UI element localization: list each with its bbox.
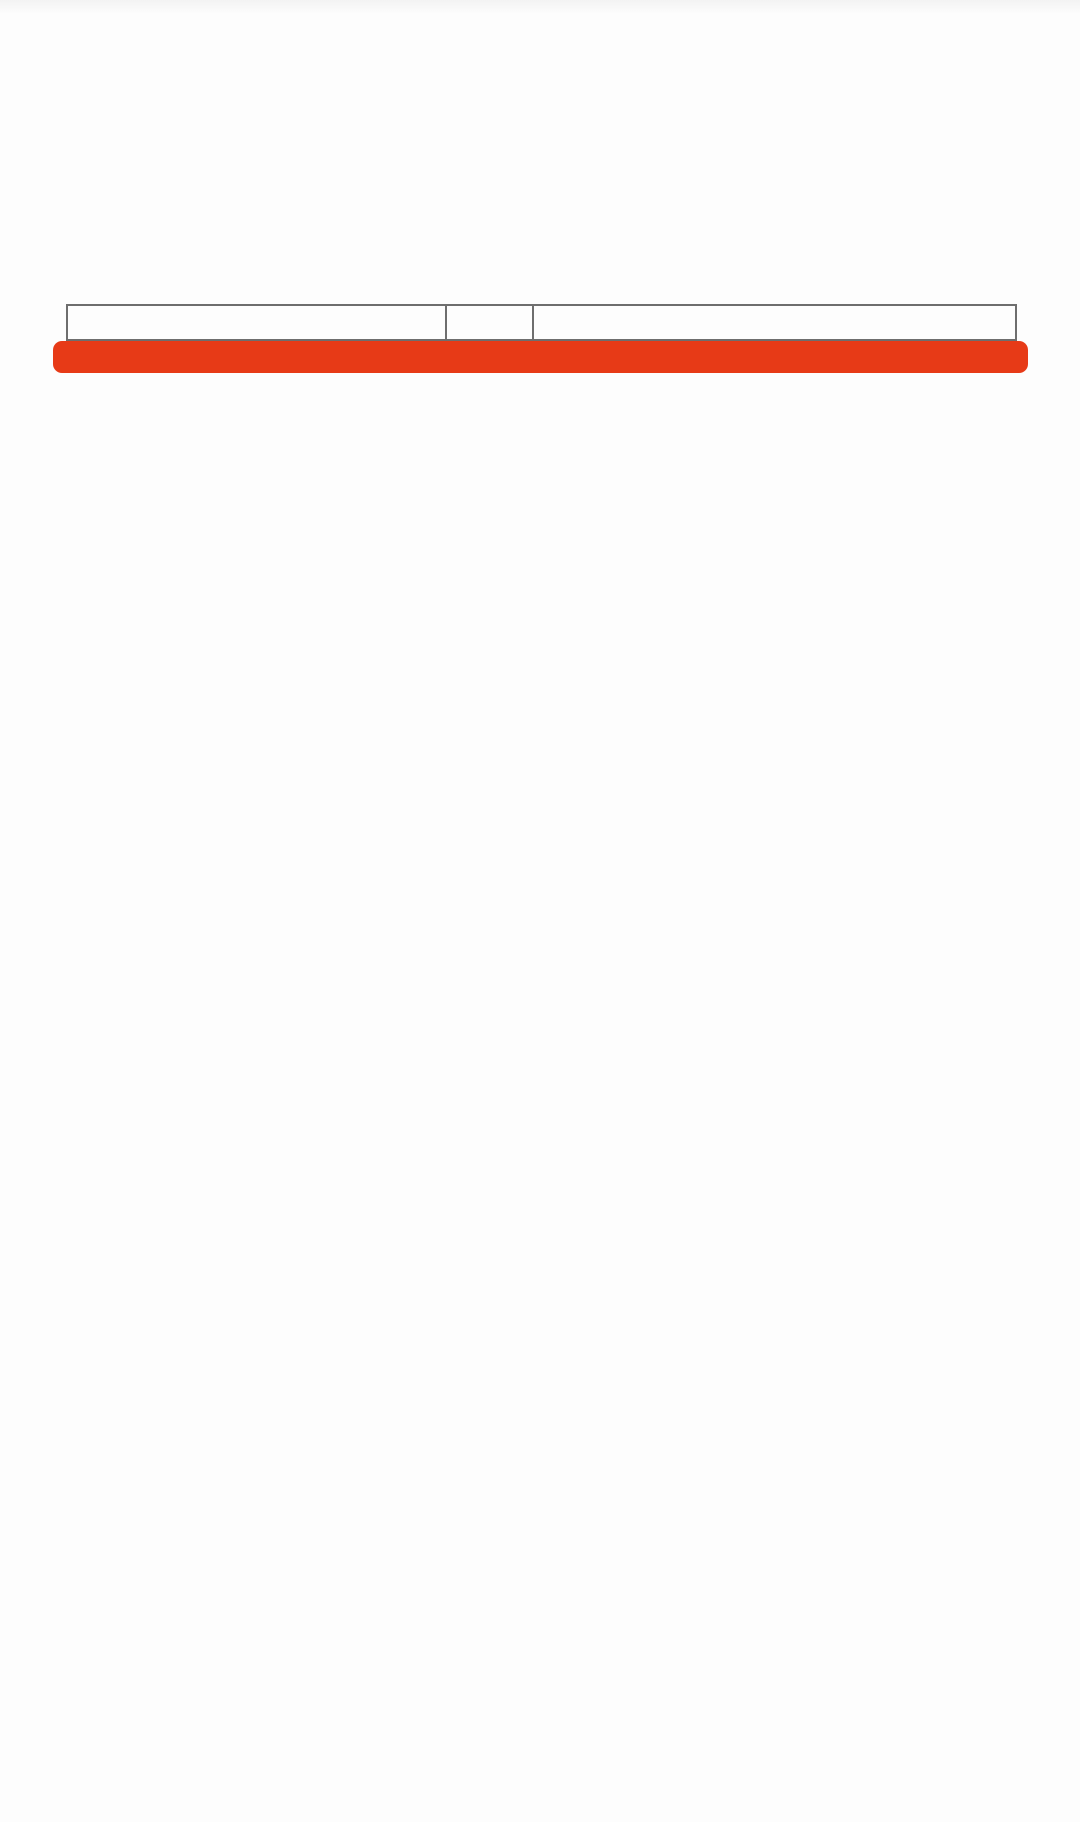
table-header-row — [67, 305, 1016, 340]
document-title — [0, 0, 1080, 136]
column-header-name — [446, 305, 533, 340]
column-header-unit — [67, 305, 446, 340]
column-header-work — [533, 305, 1016, 340]
award-table — [66, 304, 1017, 341]
highlight-annotation-box — [53, 341, 1028, 373]
award-table-container — [66, 304, 1015, 341]
